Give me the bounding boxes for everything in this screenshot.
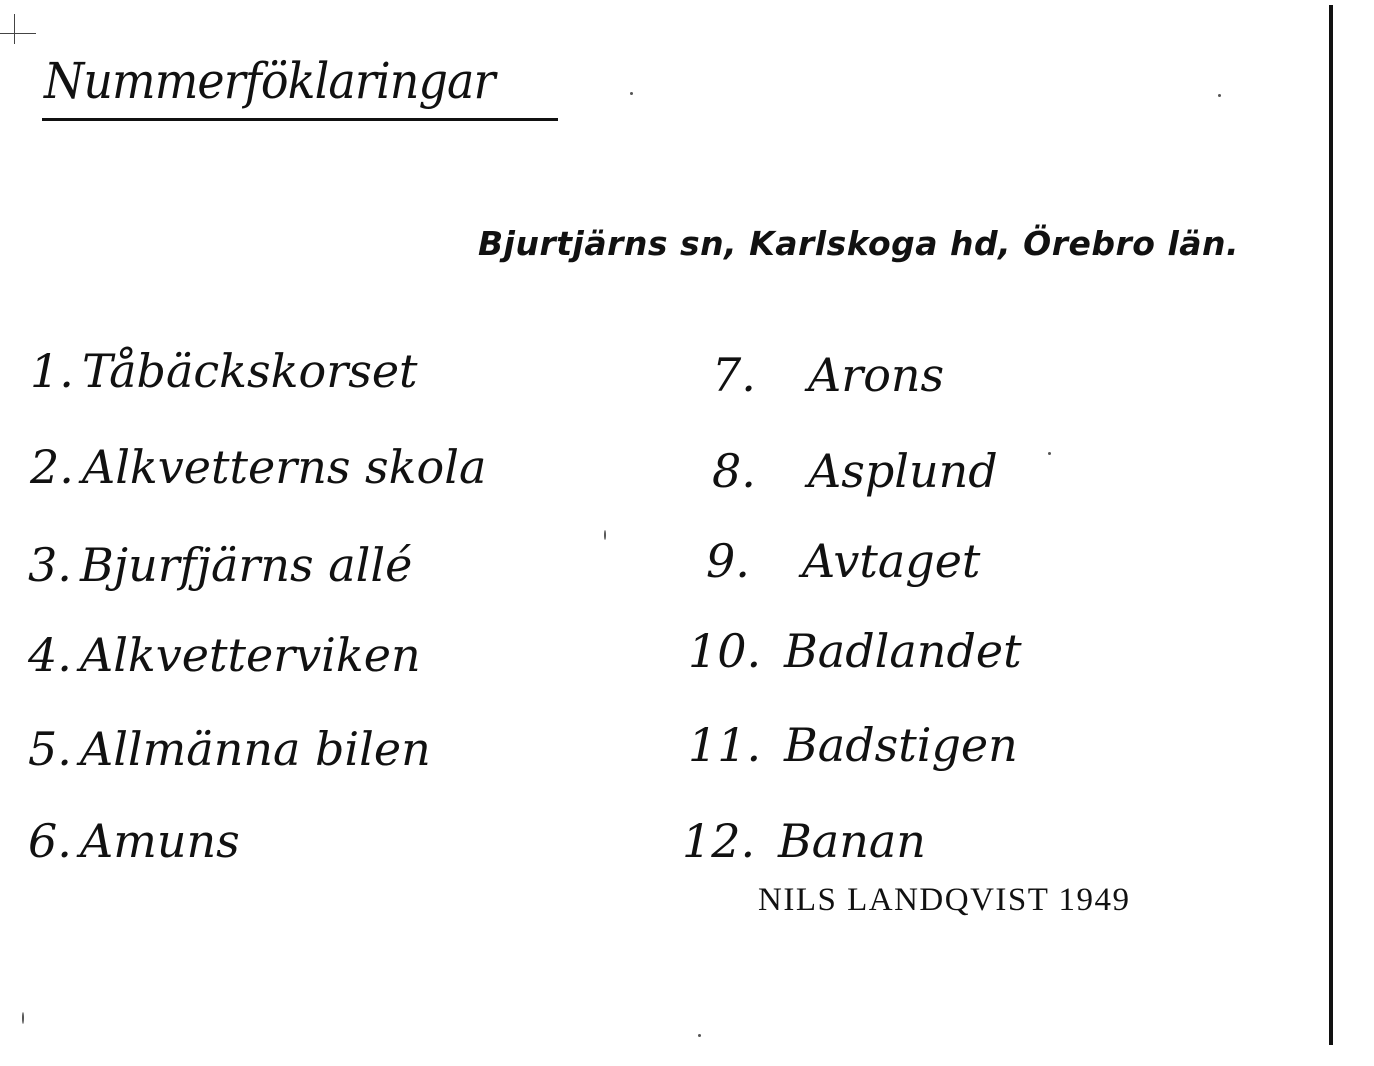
author-stamp: NILS LANDQVIST 1949 bbox=[758, 882, 1131, 918]
list-item bbox=[706, 534, 980, 588]
entry-number: 9. bbox=[706, 534, 750, 588]
entry-number: 12. bbox=[682, 814, 756, 868]
entry-name: Bjurfjärns allé bbox=[80, 538, 413, 592]
registration-mark-horizontal bbox=[0, 33, 36, 34]
list-item bbox=[28, 628, 421, 682]
entry-name: Amuns bbox=[80, 814, 240, 868]
list-item bbox=[28, 814, 240, 868]
list-item bbox=[28, 538, 412, 592]
entry-number: 10. bbox=[688, 624, 762, 678]
entry-number: 7. bbox=[712, 348, 756, 402]
location-line: Bjurtjärns sn, Karlskoga hd, Örebro län. bbox=[478, 224, 1240, 263]
card-right-edge bbox=[1329, 5, 1333, 1045]
entry-name: Badlandet bbox=[784, 624, 1022, 678]
entry-name: Tåbäckskorset bbox=[82, 344, 418, 398]
scan-speck bbox=[1218, 94, 1221, 97]
list-item bbox=[712, 348, 944, 402]
entry-number: 2. bbox=[30, 440, 74, 494]
entry-number: 11. bbox=[688, 718, 762, 772]
entry-name: Alkvetterviken bbox=[80, 628, 421, 682]
scan-speck bbox=[22, 1012, 24, 1024]
list-item bbox=[688, 718, 1018, 772]
entry-name: Badstigen bbox=[784, 718, 1018, 772]
scan-speck bbox=[630, 92, 633, 95]
list-item bbox=[28, 722, 431, 776]
entry-name: Arons bbox=[808, 348, 945, 402]
entry-number: 8. bbox=[712, 444, 756, 498]
list-item bbox=[688, 624, 1022, 678]
scan-speck bbox=[604, 530, 606, 540]
list-item bbox=[30, 440, 486, 494]
entry-name: Avtaget bbox=[802, 534, 981, 588]
list-item bbox=[30, 344, 418, 398]
scan-speck bbox=[1048, 452, 1051, 455]
entry-name: Banan bbox=[778, 814, 926, 868]
entry-number: 4. bbox=[28, 628, 72, 682]
registration-mark-vertical bbox=[14, 14, 15, 44]
scan-speck bbox=[698, 1034, 701, 1037]
list-item bbox=[712, 444, 998, 498]
entry-number: 5. bbox=[28, 722, 72, 776]
title-underline bbox=[42, 118, 558, 121]
entry-number: 1. bbox=[30, 344, 74, 398]
card-title: Nummerföklaringar bbox=[44, 52, 495, 110]
entry-number: 6. bbox=[28, 814, 72, 868]
entry-name: Asplund bbox=[808, 444, 998, 498]
entry-name: Allmänna bilen bbox=[80, 722, 431, 776]
list-item bbox=[682, 814, 926, 868]
entry-number: 3. bbox=[28, 538, 72, 592]
entry-name: Alkvetterns skola bbox=[82, 440, 487, 494]
